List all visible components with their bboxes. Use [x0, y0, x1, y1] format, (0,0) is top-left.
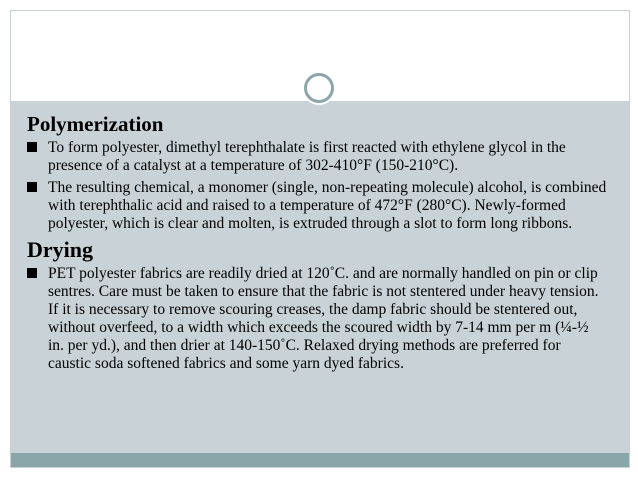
bullet-text: PET polyester fabrics are readily dried at 120˚C. and are normally handled on pin or clip sentres. Care must be taken to ensure that the fabric is not stentered under heavy tension. If it is necessary to remove scouring creases, the damp fabric should be stentered out, without overfeed, to a width which exceeds the scoured width by 7-14 mm per m (¼-½ in. per yd.), and then drier at 140-150˚C. Relaxed drying methods are preferred for caustic soda softened fabrics and some yarn dyed fabrics.	[48, 265, 599, 372]
slide	[10, 10, 630, 468]
list-item	[27, 265, 607, 373]
bullet-list-polymerization	[27, 139, 607, 233]
bullet-text: The resulting chemical, a monomer (single, non-repeating molecule) alcohol, is combined with terephthalic acid and raised to a temperature of 472°F (280°C). Newly-formed polyester, which is clear and molten, is extruded through a slot to form long ribbons.	[48, 179, 607, 232]
square-bullet-icon	[27, 182, 37, 192]
square-bullet-icon	[27, 142, 37, 152]
section-heading-polymerization: Polymerization	[27, 112, 164, 136]
list-item	[27, 139, 607, 175]
ring-icon	[304, 73, 334, 103]
bullet-list-drying	[27, 265, 607, 373]
list-item	[27, 179, 607, 233]
square-bullet-icon	[27, 268, 37, 278]
section-heading-drying: Drying	[27, 237, 93, 262]
bullet-text: To form polyester, dimethyl terephthalate is first reacted with ethylene glycol in the presence of a catalyst at a temperature of 302-410°F (150-210°C).	[48, 139, 566, 174]
slide-footer-band	[11, 453, 629, 467]
slide-content	[27, 111, 607, 377]
